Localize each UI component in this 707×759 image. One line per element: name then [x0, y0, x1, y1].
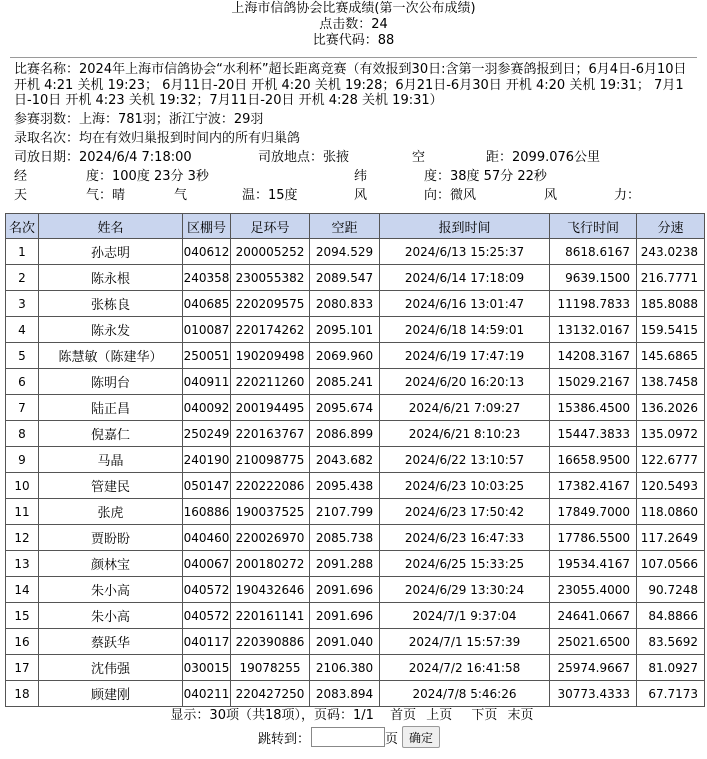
cell-arrival: 2024/7/8 5:46:26 [380, 681, 550, 707]
cell-loft: 040092 [183, 395, 231, 421]
header-arrival: 报到时间 [380, 214, 550, 239]
cell-arrival: 2024/6/21 7:09:27 [380, 395, 550, 421]
cell-name: 朱小高 [39, 603, 183, 629]
cell-name: 顾建刚 [39, 681, 183, 707]
cell-loft: 040685 [183, 291, 231, 317]
distance-label: 空 [412, 149, 426, 165]
click-count: 点击数：24 [319, 17, 388, 32]
header-speed: 分速 [637, 214, 705, 239]
table-row [6, 447, 705, 473]
wind-force-label: 风 [544, 187, 558, 203]
cell-speed: 216.7771 [637, 265, 705, 291]
cell-flight-time: 14208.3167 [550, 343, 637, 369]
page-number-input[interactable] [311, 727, 385, 747]
cell-flight-time: 25021.6500 [550, 629, 637, 655]
header-rank: 名次 [6, 214, 39, 239]
cell-loft: 040117 [183, 629, 231, 655]
first-page-link[interactable]: 首页 [390, 708, 417, 723]
cell-speed: 107.0566 [637, 551, 705, 577]
cell-rank: 6 [6, 369, 39, 395]
cell-rank: 3 [6, 291, 39, 317]
table-row [6, 473, 705, 499]
page-unit-label: 页 [385, 731, 399, 747]
header-ring: 足环号 [231, 214, 310, 239]
cell-loft: 040911 [183, 369, 231, 395]
cell-distance: 2043.682 [310, 447, 380, 473]
cell-distance: 2091.040 [310, 629, 380, 655]
header-divider [10, 57, 697, 58]
cell-distance: 2069.960 [310, 343, 380, 369]
cell-loft: 240190 [183, 447, 231, 473]
longitude-label: 经 [14, 168, 28, 184]
cell-name: 陈永发 [39, 317, 183, 343]
cell-rank: 15 [6, 603, 39, 629]
cell-ring: 200194495 [231, 395, 310, 421]
cell-arrival: 2024/6/18 14:59:01 [380, 317, 550, 343]
cell-arrival: 2024/6/20 16:20:13 [380, 369, 550, 395]
jump-label: 跳转到： [258, 731, 311, 747]
cell-distance: 2095.674 [310, 395, 380, 421]
cell-flight-time: 8618.6167 [550, 239, 637, 265]
cell-loft: 040572 [183, 577, 231, 603]
table-row [6, 317, 705, 343]
pagination [0, 708, 707, 724]
cell-ring: 190037525 [231, 499, 310, 525]
cell-arrival: 2024/6/19 17:47:19 [380, 343, 550, 369]
wind-direction-label: 风 [354, 187, 368, 203]
cell-loft: 240358 [183, 265, 231, 291]
cell-name: 陈永根 [39, 265, 183, 291]
cell-ring: 230055382 [231, 265, 310, 291]
cell-loft: 250051 [183, 343, 231, 369]
cell-flight-time: 15029.2167 [550, 369, 637, 395]
cell-loft: 040460 [183, 525, 231, 551]
cell-speed: 243.0238 [637, 239, 705, 265]
cell-distance: 2106.380 [310, 655, 380, 681]
cell-flight-time: 9639.1500 [550, 265, 637, 291]
cell-rank: 4 [6, 317, 39, 343]
cell-ring: 220163767 [231, 421, 310, 447]
header-flight-time: 飞行时间 [550, 214, 637, 239]
cell-name: 陈明台 [39, 369, 183, 395]
table-row [6, 603, 705, 629]
cell-flight-time: 30773.4333 [550, 681, 637, 707]
cell-distance: 2091.696 [310, 603, 380, 629]
cell-flight-time: 24641.0667 [550, 603, 637, 629]
table-row [6, 291, 705, 317]
cell-loft: 030015 [183, 655, 231, 681]
cell-speed: 185.8088 [637, 291, 705, 317]
cell-arrival: 2024/6/29 13:30:24 [380, 577, 550, 603]
cell-arrival: 2024/6/21 8:10:23 [380, 421, 550, 447]
release-row [14, 150, 697, 169]
distance-value: 距：2099.076公里 [486, 149, 601, 165]
cell-distance: 2085.738 [310, 525, 380, 551]
release-place: 司放地点：张掖 [258, 149, 350, 165]
table-row [6, 265, 705, 291]
cell-rank: 2 [6, 265, 39, 291]
ranking-rule: 录取名次：均在有效归巢报到时间内的所有归巢鸽 [14, 130, 301, 146]
report-header [0, 0, 707, 49]
temperature-value: 温：15度 [242, 187, 298, 203]
cell-rank: 1 [6, 239, 39, 265]
cell-rank: 12 [6, 525, 39, 551]
cell-speed: 120.5493 [637, 473, 705, 499]
table-row [6, 551, 705, 577]
header-loft: 区棚号 [183, 214, 231, 239]
cell-flight-time: 17849.7000 [550, 499, 637, 525]
cell-ring: 220222086 [231, 473, 310, 499]
cell-speed: 138.7458 [637, 369, 705, 395]
cell-arrival: 2024/6/23 16:47:33 [380, 525, 550, 551]
cell-name: 沈伟强 [39, 655, 183, 681]
cell-speed: 159.5415 [637, 317, 705, 343]
cell-distance: 2085.241 [310, 369, 380, 395]
cell-flight-time: 23055.4000 [550, 577, 637, 603]
table-row [6, 681, 705, 707]
cell-rank: 11 [6, 499, 39, 525]
wind-direction-value: 向：微风 [424, 187, 477, 203]
table-row [6, 343, 705, 369]
cell-ring: 200180272 [231, 551, 310, 577]
cell-flight-time: 25974.9667 [550, 655, 637, 681]
table-row [6, 525, 705, 551]
cell-distance: 2095.101 [310, 317, 380, 343]
cell-distance: 2086.899 [310, 421, 380, 447]
cell-flight-time: 19534.4167 [550, 551, 637, 577]
cell-arrival: 2024/6/14 17:18:09 [380, 265, 550, 291]
coordinates-row [14, 169, 697, 188]
page-jump [258, 726, 440, 748]
table-row [6, 421, 705, 447]
longitude-value: 度：100度 23分 3秒 [86, 168, 209, 184]
cell-rank: 10 [6, 473, 39, 499]
cell-arrival: 2024/6/23 17:50:42 [380, 499, 550, 525]
cell-loft: 160886 [183, 499, 231, 525]
cell-distance: 2083.894 [310, 681, 380, 707]
pagination-summary: 显示：30项（共18项），页码：1/1 [170, 708, 374, 723]
cell-name: 陈慧敏（陈建华） [39, 343, 183, 369]
results-table [5, 213, 705, 707]
cell-ring: 19078255 [231, 655, 310, 681]
cell-loft: 040572 [183, 603, 231, 629]
cell-flight-time: 16658.9500 [550, 447, 637, 473]
cell-speed: 145.6865 [637, 343, 705, 369]
cell-arrival: 2024/6/25 15:33:25 [380, 551, 550, 577]
table-header-row [6, 214, 705, 239]
cell-speed: 90.7248 [637, 577, 705, 603]
cell-rank: 18 [6, 681, 39, 707]
release-date: 司放日期：2024/6/4 7:18:00 [14, 149, 192, 165]
cell-arrival: 2024/7/1 9:37:04 [380, 603, 550, 629]
cell-name: 颜林宝 [39, 551, 183, 577]
race-name: 比赛名称：2024年上海市信鸽协会“水利杯”超长距离竞赛（有效报到30日:含第一羽参赛鸽报到日；6月4日-6月10日 开机 4:21 关机 19:23； 6月11日-20日 开机 4:20 关机 19:28；6月21日-6月30日 开机 4:20 关机 19:31； 7月1日-10日 开机 4:23 关机 19:32；7月11日-20日 开机 4:28 关机 19:31） [14, 62, 687, 108]
cell-loft: 250249 [183, 421, 231, 447]
cell-flight-time: 11198.7833 [550, 291, 637, 317]
confirm-button[interactable]: 确定 [402, 726, 440, 748]
cell-flight-time: 15386.4500 [550, 395, 637, 421]
cell-flight-time: 17382.4167 [550, 473, 637, 499]
cell-ring: 210098775 [231, 447, 310, 473]
cell-ring: 190432646 [231, 577, 310, 603]
last-page-link[interactable]: 末页 [507, 708, 534, 723]
cell-arrival: 2024/6/16 13:01:47 [380, 291, 550, 317]
cell-distance: 2091.696 [310, 577, 380, 603]
cell-ring: 220174262 [231, 317, 310, 343]
entries-count: 参赛羽数：上海：781羽；浙江宁波：29羽 [14, 111, 264, 127]
cell-speed: 81.0927 [637, 655, 705, 681]
cell-loft: 010087 [183, 317, 231, 343]
weather-value: 气：晴 [86, 187, 126, 203]
cell-speed: 84.8866 [637, 603, 705, 629]
cell-distance: 2095.438 [310, 473, 380, 499]
cell-rank: 16 [6, 629, 39, 655]
cell-loft: 040211 [183, 681, 231, 707]
cell-name: 管建民 [39, 473, 183, 499]
cell-ring: 220211260 [231, 369, 310, 395]
cell-name: 贾盼盼 [39, 525, 183, 551]
cell-loft: 040067 [183, 551, 231, 577]
cell-ring: 220427250 [231, 681, 310, 707]
cell-ring: 220161141 [231, 603, 310, 629]
cell-speed: 83.5692 [637, 629, 705, 655]
temperature-label: 气 [174, 187, 188, 203]
cell-name: 马晶 [39, 447, 183, 473]
cell-ring: 220390886 [231, 629, 310, 655]
cell-distance: 2091.288 [310, 551, 380, 577]
latitude-value: 度：38度 57分 22秒 [424, 168, 547, 184]
table-row [6, 577, 705, 603]
cell-arrival: 2024/7/1 15:57:39 [380, 629, 550, 655]
cell-loft: 050147 [183, 473, 231, 499]
cell-name: 朱小高 [39, 577, 183, 603]
weather-label: 天 [14, 187, 28, 203]
cell-name: 陆正昌 [39, 395, 183, 421]
cell-rank: 9 [6, 447, 39, 473]
cell-speed: 67.7173 [637, 681, 705, 707]
cell-arrival: 2024/6/22 13:10:57 [380, 447, 550, 473]
cell-arrival: 2024/6/13 15:25:37 [380, 239, 550, 265]
cell-speed: 122.6777 [637, 447, 705, 473]
wind-force-value: 力： [614, 187, 641, 203]
next-page-link[interactable]: 下页 [471, 708, 498, 723]
table-row [6, 629, 705, 655]
table-row [6, 369, 705, 395]
cell-rank: 7 [6, 395, 39, 421]
cell-flight-time: 17786.5500 [550, 525, 637, 551]
table-row [6, 239, 705, 265]
cell-name: 蔡跃华 [39, 629, 183, 655]
cell-name: 张虎 [39, 499, 183, 525]
header-distance: 空距 [310, 214, 380, 239]
cell-rank: 13 [6, 551, 39, 577]
cell-distance: 2080.833 [310, 291, 380, 317]
cell-flight-time: 13132.0167 [550, 317, 637, 343]
table-row [6, 655, 705, 681]
page-title: 上海市信鸽协会比赛成绩(第一次公布成绩) [231, 1, 476, 16]
cell-distance: 2089.547 [310, 265, 380, 291]
cell-rank: 8 [6, 421, 39, 447]
table-row [6, 395, 705, 421]
cell-distance: 2107.799 [310, 499, 380, 525]
cell-ring: 200005252 [231, 239, 310, 265]
cell-name: 孙志明 [39, 239, 183, 265]
latitude-label: 纬 [354, 168, 368, 184]
cell-name: 张栋良 [39, 291, 183, 317]
cell-speed: 118.0860 [637, 499, 705, 525]
race-code: 比赛代码：88 [312, 33, 395, 48]
cell-ring: 190209498 [231, 343, 310, 369]
cell-flight-time: 15447.3833 [550, 421, 637, 447]
cell-rank: 14 [6, 577, 39, 603]
prev-page-link[interactable]: 上页 [426, 708, 453, 723]
race-info [0, 62, 707, 207]
cell-rank: 5 [6, 343, 39, 369]
cell-rank: 17 [6, 655, 39, 681]
cell-arrival: 2024/6/23 10:03:25 [380, 473, 550, 499]
header-name: 姓名 [39, 214, 183, 239]
cell-name: 倪嘉仁 [39, 421, 183, 447]
table-row [6, 499, 705, 525]
cell-ring: 220026970 [231, 525, 310, 551]
cell-ring: 220209575 [231, 291, 310, 317]
cell-arrival: 2024/7/2 16:41:58 [380, 655, 550, 681]
cell-speed: 117.2649 [637, 525, 705, 551]
cell-speed: 136.2026 [637, 395, 705, 421]
weather-row [14, 188, 697, 207]
cell-distance: 2094.529 [310, 239, 380, 265]
cell-speed: 135.0972 [637, 421, 705, 447]
cell-loft: 040612 [183, 239, 231, 265]
